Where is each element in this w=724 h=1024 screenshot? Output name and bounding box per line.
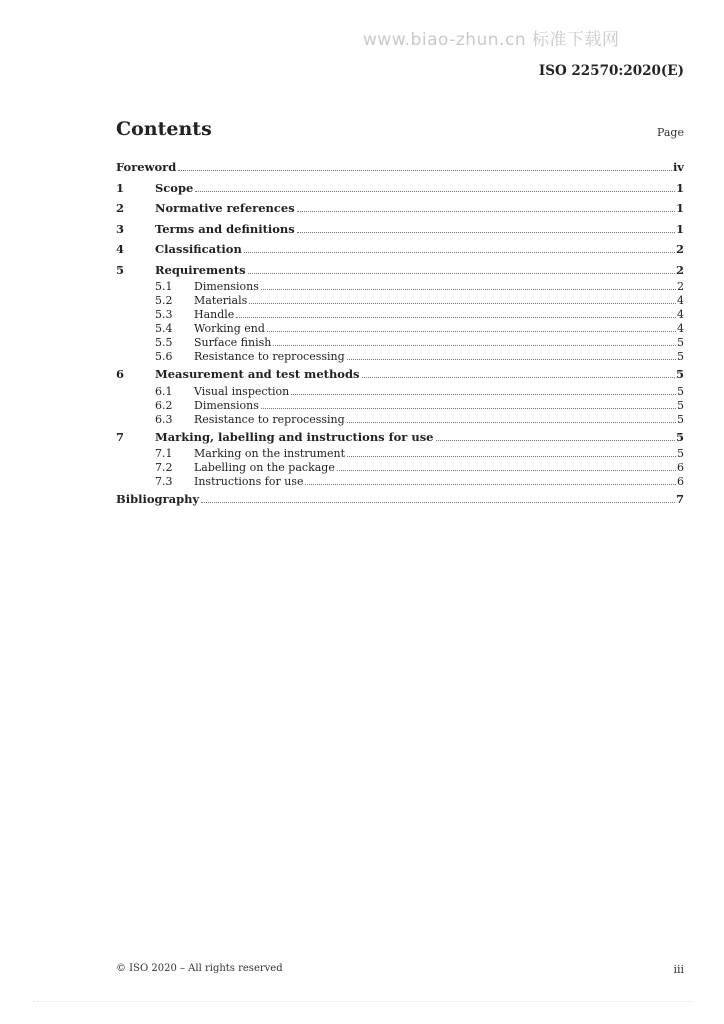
toc-entry-page: 1	[675, 221, 684, 236]
toc-entry-number: 5.1	[155, 280, 173, 293]
toc-entry-number: 3	[116, 221, 125, 236]
dot-leader	[305, 484, 676, 485]
toc-entry-title: Instructions for use	[194, 475, 304, 488]
toc-entry-page: 2	[675, 242, 684, 256]
page-edge-divider	[33, 1001, 693, 1002]
toc-entry-title: Classification	[155, 242, 242, 256]
dot-leader	[178, 170, 672, 171]
toc-entry-title: Normative references	[155, 201, 295, 215]
toc-entry-page: 5	[675, 429, 684, 444]
toc-entry-title: Measurement and test methods	[155, 367, 360, 381]
toc-entry-number: 5.6	[155, 350, 173, 363]
dot-leader	[267, 331, 676, 332]
toc-entry-title: Marking on the instrument	[194, 447, 346, 460]
toc-subentry[interactable]	[116, 308, 684, 322]
toc-entry-page: 5	[677, 412, 684, 426]
toc-entry-number: 7.3	[155, 475, 173, 488]
toc-entry-title: Requirements	[155, 262, 246, 277]
dot-leader	[347, 422, 676, 423]
toc-entry-number: 7.2	[155, 461, 173, 474]
document-identifier: ISO 22570:2020(E)	[538, 63, 684, 79]
toc-subentry[interactable]	[116, 413, 684, 427]
dot-leader	[436, 440, 675, 441]
toc-entry-number: 2	[116, 201, 125, 215]
toc-entry-title: Dimensions	[194, 280, 259, 293]
dot-leader	[236, 317, 676, 318]
dot-leader	[297, 211, 675, 212]
toc-subentry[interactable]	[116, 385, 684, 399]
toc-entry-title: Resistance to reprocessing	[194, 350, 345, 363]
dot-leader	[291, 394, 676, 395]
toc-entry[interactable]	[116, 489, 684, 510]
toc-entry-page: 7	[675, 492, 684, 506]
toc-entry-number: 7	[116, 429, 125, 444]
toc-entry-number: 6.1	[155, 384, 173, 398]
toc-subentry[interactable]	[116, 461, 684, 475]
toc-subentry[interactable]	[116, 294, 684, 308]
toc-entry[interactable]	[116, 260, 684, 281]
dot-leader	[347, 359, 676, 360]
toc-entry-page: 6	[677, 475, 684, 488]
page-number: iii	[673, 963, 684, 976]
toc-entry-title: Resistance to reprocessing	[194, 412, 345, 426]
toc-entry-page: 1	[675, 180, 684, 195]
toc-entry-page: 5	[677, 398, 684, 412]
toc-entry[interactable]	[116, 427, 684, 448]
toc-entry-number: 6	[116, 367, 125, 381]
toc-entry-page: 2	[677, 280, 684, 293]
toc-subentry[interactable]	[116, 322, 684, 336]
toc-entry-title: Handle	[194, 308, 235, 321]
toc-entry[interactable]	[116, 178, 684, 199]
toc-entry-title: Working end	[194, 322, 265, 335]
toc-entry-page: 5	[677, 447, 684, 460]
dot-leader	[201, 502, 675, 503]
page-title: Contents	[116, 118, 212, 140]
toc-entry[interactable]	[116, 198, 684, 219]
toc-entry-page: 4	[677, 294, 684, 307]
watermark-text: www.biao-zhun.cn 标准下载网	[363, 30, 620, 50]
toc-entry-page: iv	[672, 160, 684, 174]
toc-subentry[interactable]	[116, 350, 684, 364]
toc-entry-title: Materials	[194, 294, 248, 307]
dot-leader	[347, 456, 676, 457]
dot-leader	[195, 191, 675, 192]
dot-leader	[362, 377, 675, 378]
page-column-label: Page	[656, 126, 684, 139]
toc-entry-title: Surface finish	[194, 336, 272, 349]
toc-entry-page: 5	[675, 367, 684, 381]
toc-entry-title: Terms and definitions	[155, 221, 295, 236]
dot-leader	[337, 470, 676, 471]
toc-entry-number: 5.4	[155, 322, 173, 335]
toc-entry-title: Foreword	[116, 160, 177, 174]
toc-subentry[interactable]	[116, 280, 684, 294]
toc-entry-page: 5	[677, 336, 684, 349]
toc-entry-number: 6.3	[155, 412, 173, 426]
toc-entry-page: 5	[677, 350, 684, 363]
dot-leader	[249, 303, 676, 304]
dot-leader	[261, 408, 676, 409]
toc-entry[interactable]	[116, 364, 684, 385]
toc-entry-page: 5	[677, 384, 684, 398]
toc-entry-number: 4	[116, 242, 125, 256]
toc-entry-title: Labelling on the package	[194, 461, 335, 474]
table-of-contents	[116, 157, 684, 510]
toc-entry[interactable]	[116, 157, 684, 178]
dot-leader	[248, 273, 675, 274]
toc-subentry[interactable]	[116, 399, 684, 413]
toc-entry-title: Visual inspection	[194, 384, 290, 398]
toc-subentry[interactable]	[116, 447, 684, 461]
toc-entry-number: 6.2	[155, 398, 173, 412]
toc-entry[interactable]	[116, 219, 684, 240]
dot-leader	[273, 345, 676, 346]
toc-entry-number: 5.3	[155, 308, 173, 321]
toc-entry-page: 4	[677, 308, 684, 321]
toc-entry-number: 1	[116, 180, 125, 195]
toc-entry-title: Dimensions	[194, 398, 259, 412]
toc-entry-number: 7.1	[155, 447, 173, 460]
toc-subentry[interactable]	[116, 336, 684, 350]
toc-entry-title: Marking, labelling and instructions for use	[155, 429, 434, 444]
toc-entry-page: 1	[675, 201, 684, 215]
toc-entry-title: Scope	[155, 180, 194, 195]
toc-entry-page: 4	[677, 322, 684, 335]
dot-leader	[297, 232, 675, 233]
toc-entry[interactable]	[116, 239, 684, 260]
dot-leader	[261, 289, 676, 290]
toc-entry-title: Bibliography	[116, 492, 200, 506]
copyright-notice: © ISO 2020 – All rights reserved	[116, 963, 283, 974]
toc-entry-number: 5.5	[155, 336, 173, 349]
page-footer	[116, 963, 684, 976]
toc-entry-number: 5	[116, 262, 125, 277]
toc-subentry[interactable]	[116, 475, 684, 489]
toc-entry-page: 2	[675, 262, 684, 277]
toc-entry-page: 6	[677, 461, 684, 474]
toc-entry-number: 5.2	[155, 294, 173, 307]
dot-leader	[244, 252, 675, 253]
